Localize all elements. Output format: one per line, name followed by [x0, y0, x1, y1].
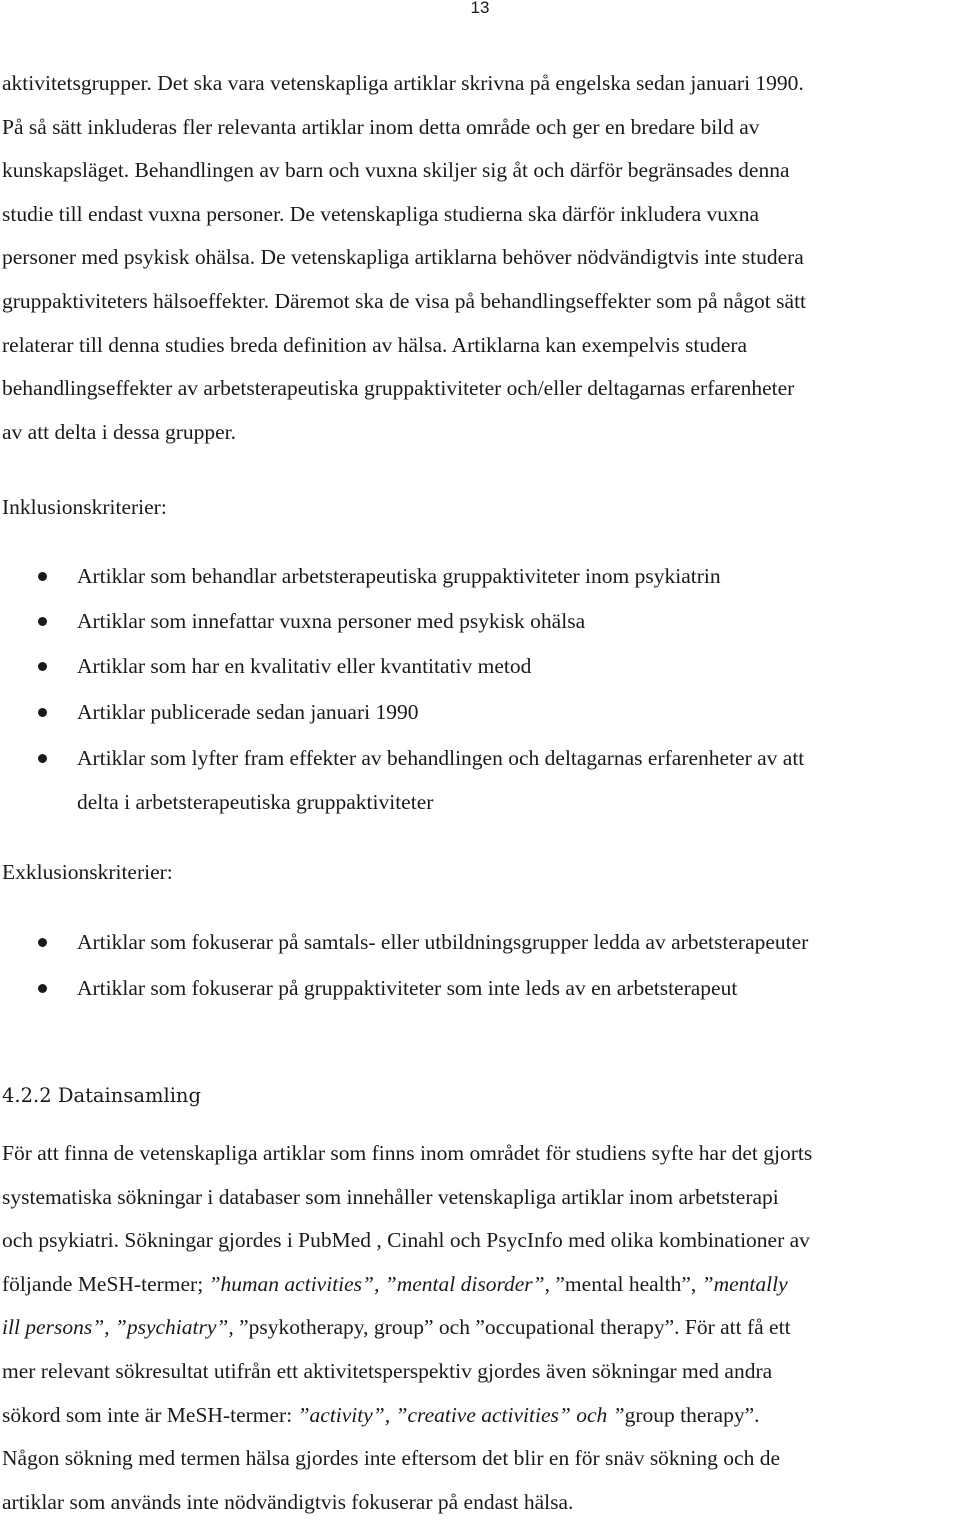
section-line: systematiska sökningar i databaser som innehåller vetenskapliga artiklar inom arbetsterapi: [2, 1184, 779, 1209]
intro-line: personer med psykisk ohälsa. De vetenskapliga artiklarna behöver nödvändigtvis inte studera: [2, 245, 804, 270]
bullet-icon: [38, 938, 47, 947]
mesh-terms: ”human activities”, ”mental disorder”,: [208, 1271, 551, 1296]
intro-line: relaterar till denna studies breda definition av hälsa. Artiklarna kan exempelvis studera: [2, 332, 748, 357]
mesh-term: ”mental health”,: [550, 1271, 702, 1296]
section-line: och psykiatri. Sökningar gjordes i PubMed , Cinahl och PsycInfo med olika kombinationer av: [2, 1228, 810, 1253]
criteria-text: [77, 736, 804, 824]
section-text: följande MeSH-termer;: [2, 1271, 209, 1296]
mesh-terms: ill persons”, ”psychiatry”,: [2, 1315, 234, 1340]
criteria-line: Artiklar som behandlar arbetsterapeutiska gruppaktiviteter inom psykiatrin: [77, 564, 721, 588]
section-line: Någon sökning med termen hälsa gjordes inte eftersom det blir en för snäv sökning och de: [2, 1446, 780, 1471]
section-text: ”psykotherapy, group” och ”occupational therapy”. För att få ett: [233, 1315, 791, 1340]
criteria-line: Artiklar som innefattar vuxna personer med psykisk ohälsa: [77, 609, 586, 633]
bullet-icon: [38, 662, 47, 671]
inclusion-heading: Inklusionskriterier:: [2, 495, 167, 519]
bullet-icon: [38, 572, 47, 581]
intro-line: behandlingseffekter av arbetsterapeutiska gruppaktiviteter och/eller deltagarnas erfarenheter: [2, 376, 795, 401]
bullet-icon: [38, 754, 47, 763]
criteria-text: [77, 554, 721, 598]
search-term: group therapy”.: [624, 1402, 760, 1427]
criteria-text: [77, 920, 808, 964]
section-line: mer relevant sökresultat utifrån ett aktivitetsperspektiv gjordes även sökningar med andra: [2, 1358, 773, 1383]
criteria-line: Artiklar som fokuserar på samtals- eller utbildningsgrupper ledda av arbetsterapeuter: [77, 930, 809, 954]
section-line: [2, 1306, 958, 1350]
section-line: [2, 1394, 958, 1438]
section-line: [2, 1263, 958, 1307]
intro-line: studie till endast vuxna personer. De vetenskapliga studierna ska därför inkludera vuxna: [2, 201, 760, 226]
criteria-line: Artiklar som fokuserar på gruppaktiviteter som inte leds av en arbetsterapeut: [77, 976, 738, 1000]
section-paragraph: [2, 1132, 958, 1524]
section-heading: 4.2.2 Datainsamling: [2, 1084, 201, 1107]
page-number: 13: [470, 0, 490, 17]
criteria-text: [77, 599, 585, 643]
criteria-line: Artiklar som lyfter fram effekter av behandlingen och deltagarnas erfarenheter av att: [77, 746, 805, 770]
bullet-icon: [38, 708, 47, 717]
section-line: För att finna de vetenskapliga artiklar som finns inom området för studiens syfte har det gjorts: [2, 1141, 813, 1165]
criteria-text: [77, 644, 531, 688]
mesh-term: ”mentally: [701, 1271, 788, 1296]
intro-line: gruppaktiviteters hälsoeffekter. Däremot ska de visa på behandlingseffekter som på något sätt: [2, 288, 807, 313]
intro-line: På så sätt inkluderas fler relevanta artiklar inom detta område och ger en bredare bild av: [2, 114, 760, 139]
bullet-icon: [38, 984, 47, 993]
intro-paragraph: [2, 62, 958, 454]
intro-line: kunskapsläget. Behandlingen av barn och vuxna skiljer sig åt och därför begränsades denna: [2, 158, 790, 183]
bullet-icon: [38, 617, 47, 626]
criteria-line: Artiklar som har en kvalitativ eller kvantitativ metod: [77, 654, 532, 678]
section-text: sökord som inte är MeSH-termer:: [2, 1402, 298, 1427]
criteria-line: Artiklar publicerade sedan januari 1990: [77, 700, 419, 724]
criteria-text: [77, 966, 737, 1010]
intro-line: aktivitetsgrupper. Det ska vara vetenskapliga artiklar skrivna på engelska sedan januari 1990.: [2, 71, 804, 95]
exclusion-heading: Exklusionskriterier:: [2, 860, 173, 884]
intro-line: av att delta i dessa grupper.: [2, 419, 237, 444]
search-terms: ”activity”, ”creative activities” och ”: [297, 1402, 625, 1427]
criteria-text: [77, 690, 418, 734]
section-line: artiklar som används inte nödvändigtvis fokuserar på endast hälsa.: [2, 1489, 574, 1514]
criteria-line: delta i arbetsterapeutiska gruppaktiviteter: [77, 790, 434, 814]
